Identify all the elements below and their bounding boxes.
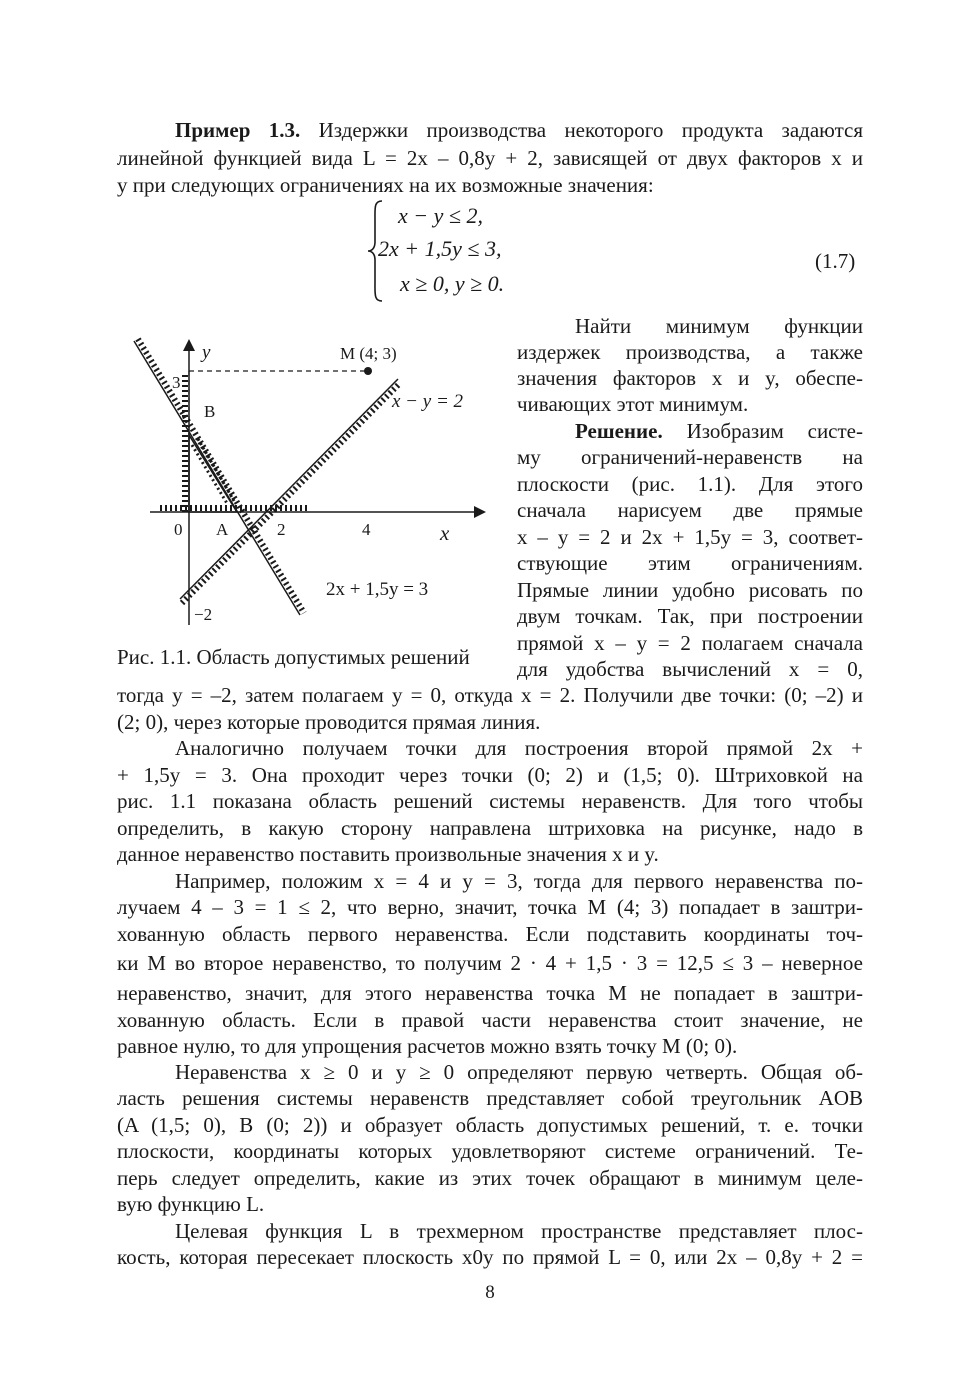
- line-x-minus-y-label: x − y = 2: [392, 391, 464, 412]
- rcol-line-14: для удобства вычислений x = 0,: [517, 657, 863, 681]
- rcol-line-11: Прямые линии удобно рисовать по: [517, 578, 863, 602]
- line-2x-plus-1-5y: [134, 341, 300, 615]
- body-line-2: (2; 0), через которые проводится прямая линия.: [117, 710, 541, 734]
- body-line-7: данное неравенство поставить произвольные значения x и y.: [117, 842, 659, 866]
- body-line-4: + 1,5y = 3. Она проходит через точки (0; 2) и (1,5; 0). Штриховкой на: [117, 763, 863, 787]
- rcol-line-2: издержек производства, а также: [517, 340, 863, 364]
- equation-number: (1.7): [815, 249, 856, 273]
- example-heading: Пример 1.3.: [175, 118, 301, 142]
- line-2x-plus-1-5y-label: 2x + 1,5y = 3: [326, 579, 429, 600]
- origin-label: 0: [174, 520, 183, 539]
- intro-line-1: Пример 1.3. Издержки производства некоторого продукта задаются: [175, 118, 863, 142]
- body-line-21: Целевая функция L в трехмерном пространстве представляет плос-: [175, 1219, 863, 1243]
- tick-x-4: 4: [362, 520, 371, 539]
- constraint-2: 2x + 1,5y ≤ 3,: [378, 236, 502, 261]
- body-line-17: (A (1,5; 0), B (0; 2)) и образует область допустимых решений, т. е. точки: [117, 1113, 863, 1137]
- body-line-16: ласть решения системы неравенств представляет собой треугольник AOB: [117, 1086, 863, 1110]
- point-a-label: A: [216, 520, 229, 539]
- body-line-9: лучаем 4 – 3 = 1 ≤ 2, что верно, значит, точка M (4; 3) попадает в заштри-: [117, 895, 863, 919]
- tick-y-3: 3: [172, 373, 181, 392]
- y-axis-label: y: [202, 342, 211, 363]
- body-line-12: неравенство, значит, для этого неравенства точка M не попадает в заштри-: [117, 981, 863, 1005]
- body-line-3: Аналогично получаем точки для построения второй прямой 2x +: [175, 736, 863, 760]
- x-axis-label: x: [440, 521, 450, 545]
- rcol-line-10: ствующие этим ограничениям.: [517, 551, 863, 575]
- inequality-system: [366, 198, 526, 304]
- point-m: [364, 367, 372, 375]
- solution-heading: Решение.: [575, 419, 663, 443]
- body-line-13: хованную область. Если в правой части неравенства стоит значение, не: [117, 1008, 863, 1032]
- body-line-10: хованную область первого неравенства. Если подставить координаты точ-: [117, 922, 863, 946]
- constraint-1: x − y ≤ 2,: [398, 203, 483, 228]
- hatch-line-2x-plus-1-5y: [138, 339, 304, 613]
- constraint-3: x ≥ 0, y ≥ 0.: [400, 271, 505, 296]
- body-line-6: определить, в какую сторону направлена штриховка на рисунке, надо в: [117, 816, 863, 840]
- body-line-14: равное нулю, то для упрощения расчетов можно взять точку M (0; 0).: [117, 1034, 738, 1058]
- rcol-line-12: двум точкам. Так, при построении: [517, 604, 863, 628]
- body-line-20: вую функцию L.: [117, 1192, 265, 1216]
- rcol-line-5: Решение. Изобразим систе-: [575, 419, 863, 443]
- rcol-line-4: чивающих этот минимум.: [517, 392, 749, 416]
- tick-y-minus-2: −2: [194, 605, 213, 624]
- page-number: 8: [485, 1282, 495, 1303]
- tick-x-2: 2: [277, 520, 286, 539]
- body-line-18: плоскости, координаты которых удовлетворяют системе ограничений. Те-: [117, 1139, 863, 1163]
- rcol-line-6: му ограничений-неравенств на: [517, 445, 863, 469]
- rcol-line-13: прямой x – y = 2 полагаем сначала: [517, 631, 863, 655]
- point-m-label: M (4; 3): [340, 344, 397, 363]
- body-line-1: тогда y = –2, затем полагаем y = 0, откуда x = 2. Получили две точки: (0; –2) и: [117, 683, 863, 707]
- rcol-line-1: Найти минимум функции: [575, 314, 863, 338]
- rcol-line-9: x – y = 2 и 2x + 1,5y = 3, соответ-: [517, 525, 863, 549]
- body-line-19: перь следует определить, какие из этих точек обращают в минимум целе-: [117, 1166, 863, 1190]
- point-b-label: B: [204, 402, 216, 421]
- feasible-region-figure: [120, 335, 510, 635]
- intro-line-2: линейной функцией вида L = 2x – 0,8y + 2, зависящей от двух факторов x и: [117, 146, 863, 170]
- figure-caption: Рис. 1.1. Область допустимых решений: [117, 645, 470, 669]
- body-line-8: Например, положим x = 4 и y = 3, тогда для первого неравенства по-: [175, 869, 863, 893]
- rcol-line-8: сначала нарисуем две прямые: [517, 498, 863, 522]
- body-line-22: кость, которая пересекает плоскость x0y по прямой L = 0, или 2x – 0,8y + 2 =: [117, 1245, 863, 1269]
- rcol-line-7: плоскости (рис. 1.1). Для этого: [517, 472, 863, 496]
- rcol-line-3: значения факторов x и y, обеспе-: [517, 366, 863, 390]
- body-line-5: рис. 1.1 показана область решений системы неравенств. Для того чтобы: [117, 789, 863, 813]
- body-line-11: ки M во второе неравенство, то получим 2 · 4 + 1,5 · 3 = 12,5 ≤ 3 – неверное: [117, 951, 863, 975]
- body-line-15: Неравенства x ≥ 0 и y ≥ 0 определяют первую четверть. Общая об-: [175, 1060, 863, 1084]
- intro-line-3: y при следующих ограничениях на их возможные значения:: [117, 173, 654, 197]
- feasible-triangle: [189, 435, 237, 512]
